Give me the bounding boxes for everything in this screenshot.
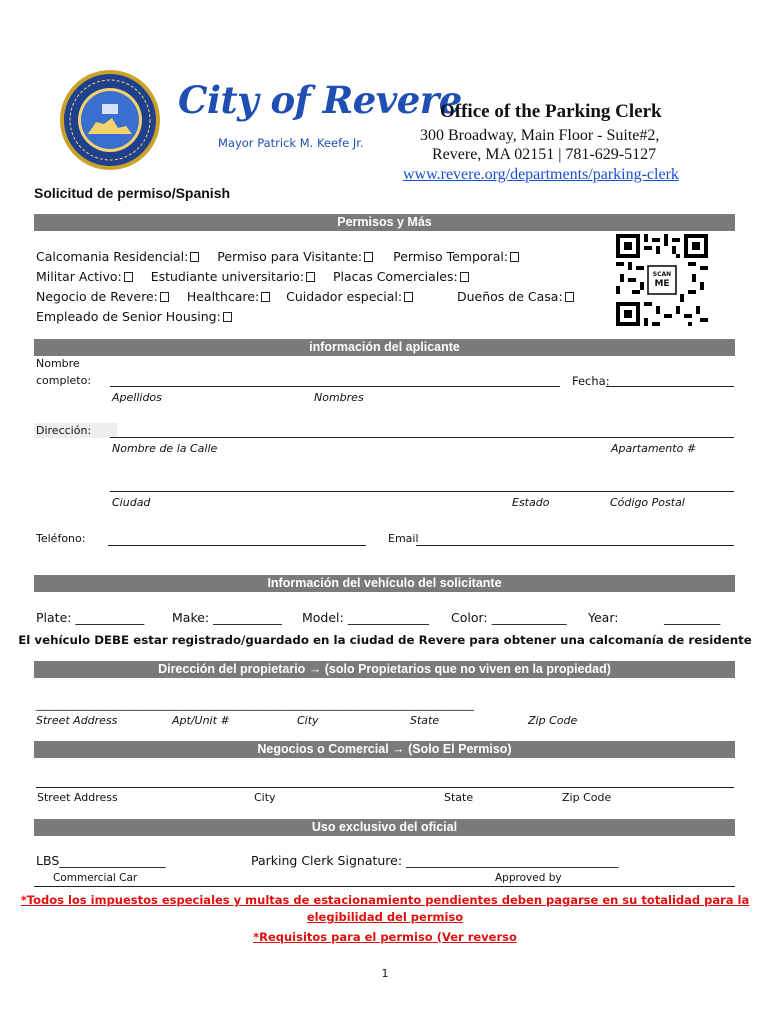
form-title: Solicitud de permiso/Spanish: [34, 185, 231, 201]
signature-field[interactable]: Parking Clerk Signature: __________________________________: [251, 853, 619, 868]
city-state-zip-input[interactable]: [110, 491, 734, 492]
email-label: Email: [388, 532, 419, 545]
business-bar: Negocios o Comercial → (Solo El Permiso): [34, 741, 735, 758]
residential-checkbox[interactable]: [190, 252, 199, 262]
homeowners-label: Dueños de Casa:: [457, 289, 563, 304]
official-bar: Uso exclusivo del oficial: [34, 819, 735, 836]
qr-me-label: ME: [654, 279, 670, 289]
phone-input[interactable]: [108, 545, 366, 546]
vehicle-notice: El vehículo DEBE estar registrado/guardado en la ciudad de Revere para obtener una calcomanía de residente: [18, 633, 752, 647]
office-address-line2: Revere, MA 02151 | 781-629-5127: [432, 146, 657, 163]
address-label: Dirección:: [34, 423, 117, 438]
apartment-caption: Apartamento #: [611, 442, 697, 455]
student-checkbox[interactable]: [306, 272, 315, 282]
last-names-caption: Apellidos: [112, 391, 162, 404]
permit-row-4: [36, 309, 232, 324]
caregiver-checkbox[interactable]: [404, 292, 413, 302]
owner-bar: Dirección del propietario → (solo Propietarios que no viven en la propiedad): [34, 661, 735, 678]
business-state-caption: State: [444, 791, 474, 804]
commercial-plates-checkbox[interactable]: [460, 272, 469, 282]
qr-code[interactable]: [616, 234, 708, 326]
state-caption: Estado: [512, 496, 550, 509]
city-seal: [58, 68, 162, 172]
color-field[interactable]: Color: ____________: [451, 610, 567, 625]
healthcare-label: Healthcare:: [186, 289, 260, 304]
website-link[interactable]: www.revere.org/departments/parking-clerk: [403, 166, 679, 183]
mayor-name: Mayor Patrick M. Keefe Jr.: [218, 136, 364, 150]
temporary-checkbox[interactable]: [510, 252, 519, 262]
permit-row-2: [36, 269, 469, 284]
model-field[interactable]: Model: _____________: [302, 610, 429, 625]
full-name-input[interactable]: [110, 386, 560, 387]
full-name-label-2: completo:: [36, 374, 92, 387]
approved-by-caption: Approved by: [495, 872, 562, 884]
official-divider: [34, 886, 735, 887]
business-city-caption: City: [254, 791, 276, 804]
office-address-line1: 300 Broadway, Main Floor - Suite#2,: [420, 127, 660, 144]
owner-address-input[interactable]: _____________________________________________________________________________________: [36, 698, 474, 711]
city-caption: Ciudad: [112, 496, 151, 509]
business-checkbox[interactable]: [160, 292, 169, 302]
make-field[interactable]: Make: ___________: [172, 610, 282, 625]
student-label: Estudiante universitario:: [150, 269, 305, 284]
healthcare-checkbox[interactable]: [261, 292, 270, 302]
caregiver-label: Cuidador especial:: [286, 289, 403, 304]
year-field[interactable]: _________: [664, 610, 721, 625]
office-title: Office of the Parking Clerk: [440, 101, 662, 122]
owner-state-caption: State: [410, 714, 440, 727]
year-label: Year:: [588, 610, 619, 625]
homeowners-field: [457, 289, 574, 304]
plate-field[interactable]: Plate: ___________: [36, 610, 145, 625]
vehicle-bar: Información del vehículo del solicitante: [34, 575, 735, 592]
commercial-car-caption: Commercial Car: [53, 872, 138, 884]
visitor-checkbox[interactable]: [364, 252, 373, 262]
visitor-label: Permiso para Visitante:: [217, 249, 363, 264]
street-caption: Nombre de la Calle: [112, 442, 218, 455]
senior-housing-label: Empleado de Senior Housing:: [36, 309, 221, 324]
first-names-caption: Nombres: [314, 391, 364, 404]
permits-bar: Permisos y Más: [34, 214, 735, 231]
tax-notice-line1: *Todos los impuestos especiales y multas de estacionamiento pendientes deben pagarse en su totalidad para la: [20, 893, 750, 907]
applicant-bar: información del aplicante: [34, 339, 735, 356]
military-label: Militar Activo:: [36, 269, 122, 284]
city-logo-title: City of Revere: [178, 78, 462, 122]
permit-row-3: [36, 289, 413, 304]
business-address-input[interactable]: [36, 787, 734, 788]
military-checkbox[interactable]: [124, 272, 133, 282]
owner-apt-caption: Apt/Unit #: [172, 714, 230, 727]
owner-city-caption: City: [297, 714, 319, 727]
business-zip-caption: Zip Code: [562, 791, 612, 804]
tax-notice-line2: elegibilidad del permiso: [306, 910, 464, 924]
senior-housing-checkbox[interactable]: [223, 312, 232, 322]
commercial-plates-label: Placas Comerciales:: [333, 269, 458, 284]
zip-caption: Código Postal: [610, 496, 685, 509]
owner-zip-caption: Zip Code: [528, 714, 578, 727]
date-label: Fecha:: [572, 374, 610, 388]
full-name-label-1: Nombre: [36, 357, 80, 370]
qr-scan-label: SCAN: [652, 271, 672, 278]
phone-label: Teléfono:: [36, 532, 86, 545]
lbs-field[interactable]: LBS_________________: [36, 853, 166, 868]
page-number: 1: [381, 967, 389, 980]
homeowners-checkbox[interactable]: [565, 292, 574, 302]
business-label: Negocio de Revere:: [36, 289, 158, 304]
requirements-note: *Requisitos para el permiso (Ver reverso: [253, 930, 517, 944]
street-input[interactable]: [110, 437, 734, 438]
business-street-caption: Street Address: [37, 791, 118, 804]
date-input[interactable]: [606, 386, 734, 387]
email-input[interactable]: [416, 545, 734, 546]
temporary-label: Permiso Temporal:: [393, 249, 509, 264]
permit-row-1: [36, 249, 519, 264]
residential-label: Calcomania Residencial:: [36, 249, 189, 264]
owner-street-caption: Street Address: [36, 714, 118, 727]
